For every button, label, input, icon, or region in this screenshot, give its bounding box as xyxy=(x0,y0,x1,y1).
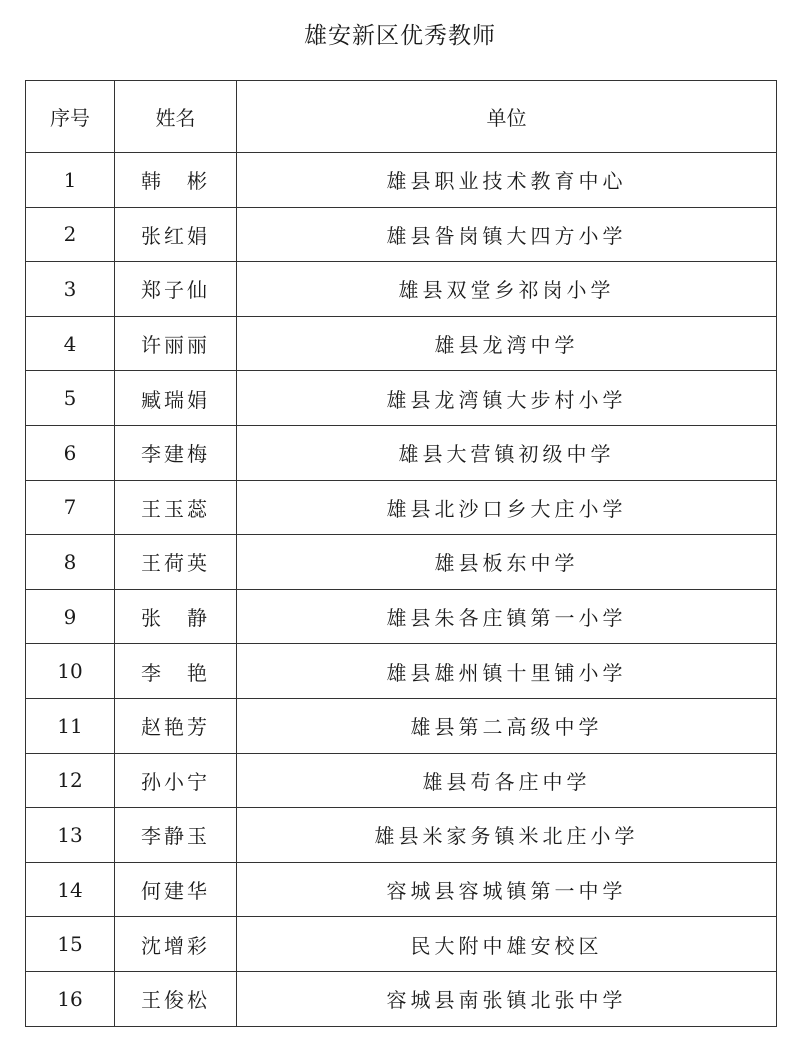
cell-unit: 雄县苟各庄中学 xyxy=(237,753,777,808)
cell-unit: 雄县北沙口乡大庄小学 xyxy=(237,480,777,535)
table-row xyxy=(26,262,777,317)
cell-no: 2 xyxy=(26,207,115,262)
header-row xyxy=(26,81,777,153)
cell-no: 10 xyxy=(26,644,115,699)
table-header xyxy=(26,81,777,153)
table-row xyxy=(26,535,777,590)
cell-unit: 民大附中雄安校区 xyxy=(237,917,777,972)
cell-no: 5 xyxy=(26,371,115,426)
cell-name: 臧瑞娟 xyxy=(115,371,237,426)
cell-no: 15 xyxy=(26,917,115,972)
cell-name: 何建华 xyxy=(115,862,237,917)
cell-unit: 雄县大营镇初级中学 xyxy=(237,425,777,480)
page-title: 雄安新区优秀教师 xyxy=(304,23,496,49)
cell-no: 9 xyxy=(26,589,115,644)
header-no: 序号 xyxy=(26,81,115,153)
cell-unit: 雄县米家务镇米北庄小学 xyxy=(237,808,777,863)
cell-no: 4 xyxy=(26,316,115,371)
cell-name: 李建梅 xyxy=(115,425,237,480)
teacher-table xyxy=(25,80,777,1027)
cell-unit: 雄县第二高级中学 xyxy=(237,698,777,753)
cell-no: 7 xyxy=(26,480,115,535)
cell-name: 许丽丽 xyxy=(115,316,237,371)
cell-name: 张 静 xyxy=(115,589,237,644)
cell-name: 孙小宁 xyxy=(115,753,237,808)
cell-name: 李静玉 xyxy=(115,808,237,863)
cell-name: 郑子仙 xyxy=(115,262,237,317)
cell-name: 张红娟 xyxy=(115,207,237,262)
cell-no: 1 xyxy=(26,153,115,208)
cell-no: 11 xyxy=(26,698,115,753)
table-row xyxy=(26,589,777,644)
cell-unit: 雄县龙湾中学 xyxy=(237,316,777,371)
cell-name: 王玉蕊 xyxy=(115,480,237,535)
cell-no: 14 xyxy=(26,862,115,917)
cell-unit: 容城县容城镇第一中学 xyxy=(237,862,777,917)
cell-no: 3 xyxy=(26,262,115,317)
cell-no: 16 xyxy=(26,971,115,1026)
cell-unit: 雄县板东中学 xyxy=(237,535,777,590)
cell-name: 李 艳 xyxy=(115,644,237,699)
table-row xyxy=(26,371,777,426)
cell-unit: 雄县双堂乡祁岗小学 xyxy=(237,262,777,317)
cell-no: 12 xyxy=(26,753,115,808)
cell-name: 韩 彬 xyxy=(115,153,237,208)
table-row xyxy=(26,207,777,262)
header-unit: 单位 xyxy=(237,81,777,153)
cell-unit: 雄县雄州镇十里铺小学 xyxy=(237,644,777,699)
cell-no: 8 xyxy=(26,535,115,590)
table-row xyxy=(26,316,777,371)
table-row xyxy=(26,862,777,917)
cell-name: 赵艳芳 xyxy=(115,698,237,753)
cell-unit: 雄县昝岗镇大四方小学 xyxy=(237,207,777,262)
table-row xyxy=(26,917,777,972)
table-body xyxy=(26,153,777,1027)
cell-name: 王荷英 xyxy=(115,535,237,590)
table-row xyxy=(26,153,777,208)
table-row xyxy=(26,425,777,480)
table-row xyxy=(26,971,777,1026)
table-row xyxy=(26,644,777,699)
cell-no: 13 xyxy=(26,808,115,863)
table-row xyxy=(26,808,777,863)
table-row xyxy=(26,480,777,535)
cell-unit: 雄县朱各庄镇第一小学 xyxy=(237,589,777,644)
cell-unit: 容城县南张镇北张中学 xyxy=(237,971,777,1026)
cell-unit: 雄县职业技术教育中心 xyxy=(237,153,777,208)
table-row xyxy=(26,753,777,808)
table-row xyxy=(26,698,777,753)
cell-name: 王俊松 xyxy=(115,971,237,1026)
header-name: 姓名 xyxy=(115,81,237,153)
cell-unit: 雄县龙湾镇大步村小学 xyxy=(237,371,777,426)
cell-name: 沈增彩 xyxy=(115,917,237,972)
cell-no: 6 xyxy=(26,425,115,480)
